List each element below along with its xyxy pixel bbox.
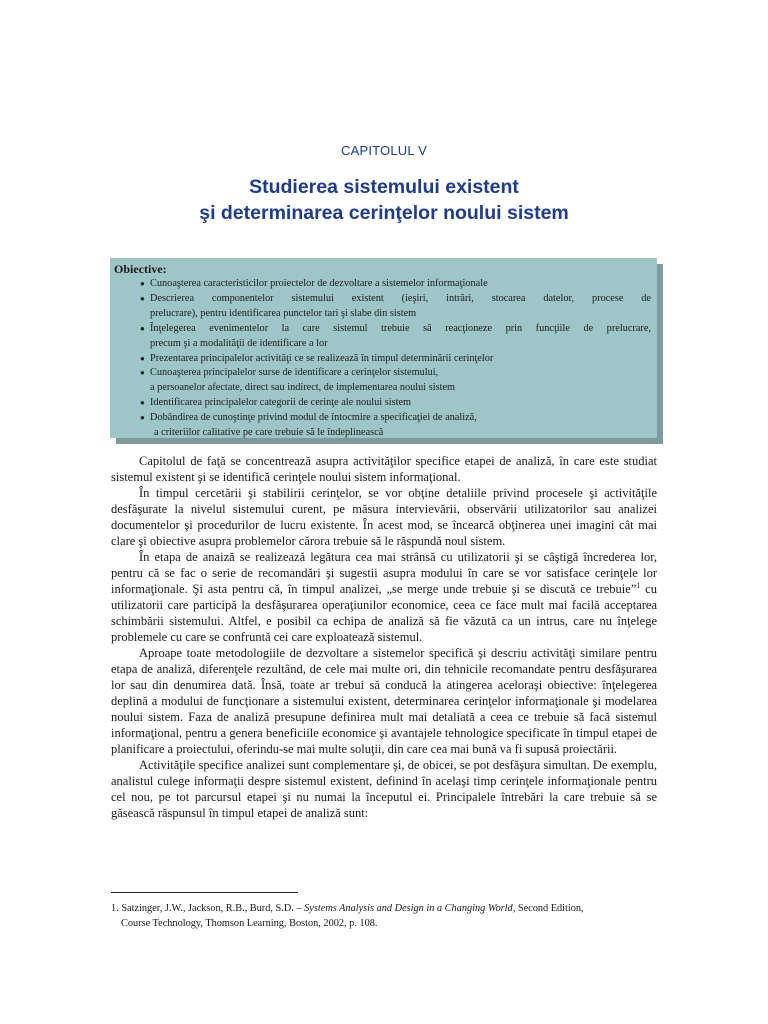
paragraph (111, 549, 657, 645)
objective-line: Dobândirea de cunoştinţe privind modul de întocmire a specificaţiei de analiză, (150, 412, 477, 424)
paragraph: Capitolul de faţă se concentrează asupra activităţilor specifice etapei de analiză, în care este studiat sistemul existent şi se identifică cerinţele noului sistem informaţional. (111, 454, 657, 484)
footnote-reference: 1 (636, 580, 641, 590)
objective-line: a criteriilor calitative pe care trebuie să le îndeplinească (154, 427, 384, 439)
objective-line: Identificarea principalelor categorii de cerinţe ale noului sistem (150, 397, 412, 409)
bullet-icon: ● (140, 398, 145, 408)
paragraph: În timpul cercetării şi stabilirii cerinţelor, se vor obţine detaliile privind procesele şi activităţile desfăşurate la nivelul sistemului curent, pe măsura intervievării, observării utilizatorilor sau analizei documentelor şi procedurilor de lucru existente. În acest mod, se încearcă obţinerea unei imagini cât mai clare şi obiective asupra problemelor cărora trebuie să le răspundă noul sistem. (111, 486, 657, 548)
chapter-label: CAPITOLUL V (340, 143, 427, 158)
objective-line: Cunoaşterea principalelor surse de identificare a cerinţelor sistemului, (150, 367, 439, 379)
objective-line: Descrierea componentelor sistemului existent (ieşiri, intrări, stocarea datelor, procese de (150, 292, 651, 304)
objective-line: precum şi a modalităţii de identificare a lor (150, 337, 328, 349)
objective-line: prelucrare), pentru identificarea punctelor tari şi slabe din sistem (150, 307, 417, 319)
objective-item (114, 277, 651, 292)
objective-line: a persoanelor afectate, direct sau indirect, de implementarea noului sistem (150, 382, 456, 394)
body-text (111, 453, 657, 821)
objective-line: Cunoaşterea caracteristicilor proiectelor de dezvoltare a sistemelor informaţionale (150, 278, 488, 289)
objectives-box (110, 258, 657, 438)
paragraph: Activităţile specifice analizei sunt complementare şi, de obicei, se pot desfăşura simultan. De exemplu, analistul culege informaţii despre sistemul existent, definind în acelaşi timp cerinţele informaţionale pentru cel nou, pe tot parcursul etapei şi nu numai la începutul ei. Principalele întrebări la care trebuie să se găsească răspunsul în timpul etapei de analiză sunt: (111, 758, 657, 820)
objective-item (114, 292, 651, 322)
bullet-icon: ● (140, 293, 145, 303)
page-title (0, 174, 768, 226)
footnote-edition: , Second Edition, (512, 903, 584, 914)
title-line-1: Studierea sistemului existent (249, 176, 519, 198)
footnote-line-2: Course Technology, Thomson Learning, Boston, 2002, p. 108. (121, 917, 378, 929)
paragraph-text: În etapa de anaiză se realizează legătura cea mai strânsă cu utilizatorii şi se câştigă încrederea lor, pentru că se fac o serie de recomandări şi sugestii asupra modului în care se vor satisface cerinţele lor informaţionale. Şi asta pentru că, în timpul analizei, „se merge unde trebuie şi se discută ce trebuie” (111, 550, 657, 596)
bullet-icon: ● (140, 413, 145, 423)
bullet-icon: ● (140, 353, 145, 363)
footnote-number: 1. (111, 903, 119, 914)
title-line-2: şi determinarea cerinţelor noului sistem (199, 202, 569, 224)
paragraph: Aproape toate metodologiile de dezvoltare a sistemelor specifică şi descriu activităţi similare pentru etapa de analiză, diferenţele rezultând, de cele mai multe ori, din tehnicile recomandate pentru desfăşurarea lor sau din denumirea dată. Însă, toate ar trebui să conducă la atingerea aceloraşi obiective: înţelegerea deplină a modului de funcţionare a sistemului existent, determinarea cerinţelor informaţionale şi modelarea noului sistem. Faza de analiză presupune definirea mult mai detaliată a ceea ce trebuie să facă sistemul informaţional, pentru a genera beneficiile economice şi avantajele tehnologice specificate în timpul etapei de planificare a proiectului, oferindu-se mai multe soluţii, din care cea mai bună va fi supusă proiectării. (111, 646, 657, 756)
objective-item (114, 411, 651, 441)
bullet-icon: ● (140, 279, 145, 288)
bullet-icon: ● (140, 368, 145, 378)
footnote-line-1 (111, 902, 657, 917)
objectives-list (114, 277, 651, 441)
objective-line: Prezentarea principalelor activităţi ce se realizează în timpul determinării cerinţelor (150, 352, 494, 364)
bullet-icon: ● (140, 323, 145, 333)
footnote-authors: Satzinger, J.W., Jackson, R.B., Burd, S.D. – (121, 903, 302, 914)
footnote-divider (111, 892, 298, 893)
paragraph-text: cu utilizatorii care participă la desfăşurarea operaţiunilor economice, ceea ce face mult mai facilă acceptarea schimbării sistemului. Altfel, e posibil ca echipa de analiză să fie văzută ca un intrus, care nu înţelege problemele cu care se confruntă cei care exploatează sistemul. (111, 582, 657, 644)
footnote (111, 902, 657, 931)
objective-item (114, 322, 651, 352)
objective-item (114, 366, 651, 396)
objective-item (114, 396, 651, 411)
objective-line: Înţelegerea evenimentelor la care sistemul trebuie să reacţioneze prin funcţiile de prelucrare, (150, 322, 651, 334)
objective-item (114, 352, 651, 367)
objectives-heading: Obiective: (114, 262, 167, 276)
footnote-book-title: Systems Analysis and Design in a Changing World (304, 903, 513, 914)
